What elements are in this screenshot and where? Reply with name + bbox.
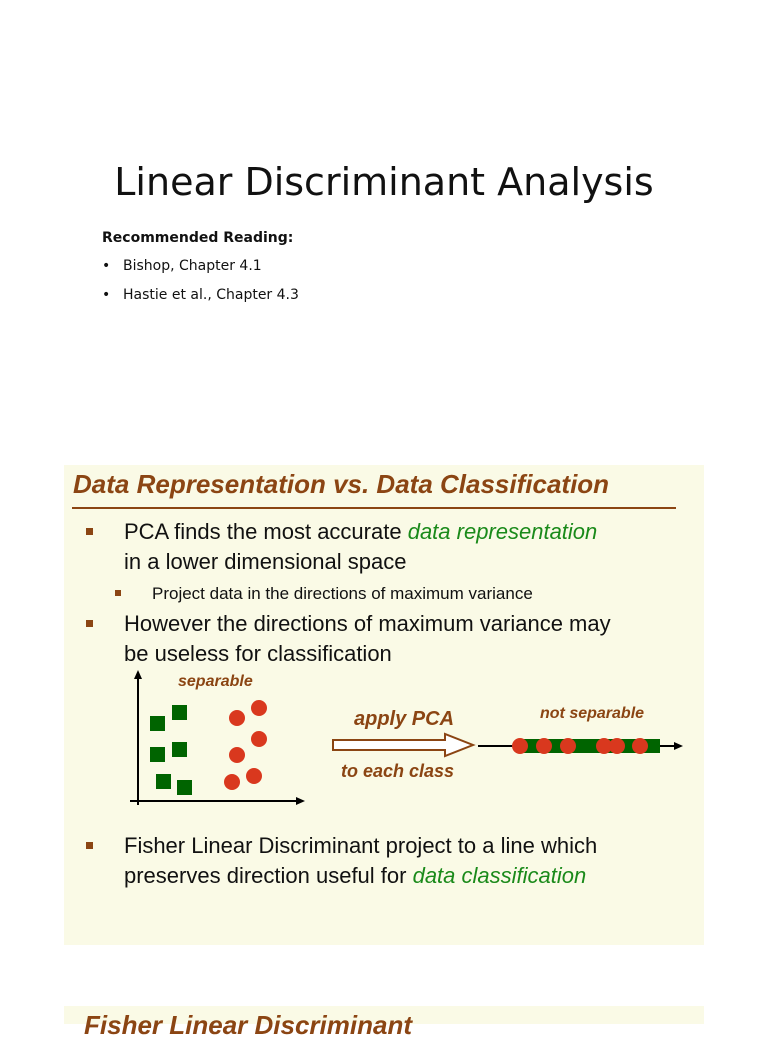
next-slide — [64, 1006, 704, 1040]
class-b-circles — [224, 700, 267, 790]
to-each-class-label: to each class — [341, 761, 455, 781]
reading-item-label: Hastie et al., Chapter 4.3 — [123, 287, 299, 303]
square-point — [150, 747, 165, 762]
square-point — [177, 780, 192, 795]
bullet-pca-line2: in a lower dimensional space — [124, 549, 407, 574]
reading-item-label: Bishop, Chapter 4.1 — [123, 258, 262, 274]
projected-circle — [536, 738, 552, 754]
bullet-fisher-line1: Fisher Linear Discriminant project to a line which — [124, 833, 598, 858]
slide-title: Data Representation vs. Data Classification — [73, 469, 610, 499]
slide — [64, 465, 704, 945]
apply-pca-arrow-icon — [333, 734, 473, 756]
projected-circle — [609, 738, 625, 754]
projected-line — [478, 738, 683, 754]
next-slide-title: Fisher Linear Discriminant — [84, 1010, 412, 1040]
circle-point — [229, 710, 245, 726]
square-point — [156, 774, 171, 789]
circle-point — [251, 731, 267, 747]
bullet-fisher-highlight: data classification — [412, 863, 587, 888]
page-title: Linear Discriminant Analysis — [114, 160, 654, 204]
square-point — [172, 705, 187, 720]
square-point — [150, 716, 165, 731]
bullet-fisher-text: preserves direction useful for — [124, 863, 413, 888]
bullet-dot: • — [102, 258, 111, 274]
square-point — [172, 742, 187, 757]
circle-point — [224, 774, 240, 790]
bullet-pca-text: PCA finds the most accurate — [124, 519, 408, 544]
projected-circle — [632, 738, 648, 754]
class-a-squares — [150, 705, 192, 795]
not-separable-label: not separable — [540, 705, 645, 722]
circle-point — [251, 700, 267, 716]
bullet-dot: • — [102, 287, 111, 303]
projected-circle — [512, 738, 528, 754]
bullet-square-icon — [86, 842, 93, 849]
separable-label: separable — [178, 673, 253, 690]
reading-item — [102, 287, 299, 316]
bullet-however-line2: be useless for classification — [124, 641, 392, 666]
reading-list — [102, 258, 299, 316]
projected-circle — [560, 738, 576, 754]
bullet-fisher — [124, 831, 597, 891]
circle-point — [229, 747, 245, 763]
reading-heading: Recommended Reading: — [102, 230, 294, 246]
apply-pca-label: apply PCA — [354, 708, 455, 730]
reading-item — [102, 258, 299, 287]
bullet-however-line1: However the directions of maximum variance may — [124, 611, 611, 636]
circle-point — [246, 768, 262, 784]
bullet-pca-highlight: data representation — [407, 519, 598, 544]
sub-bullet-text: Project data in the directions of maximum variance — [152, 584, 533, 603]
